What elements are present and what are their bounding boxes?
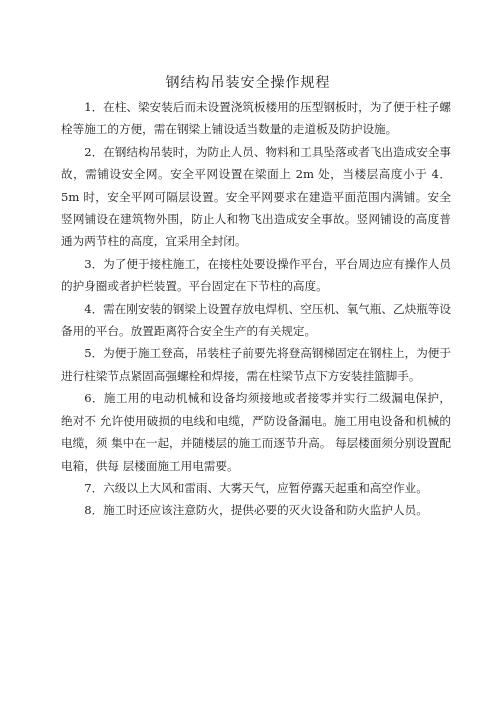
paragraph-8: 8．施工时还应该注意防火，提供必要的灭火设备和防火监护人员。 [84, 503, 428, 518]
document-title: 钢结构吊装安全操作规程 [165, 75, 331, 91]
paragraph-7: 7．六级以上大风和雷雨、大雾天气，应暂停露天起重和高空作业。 [84, 480, 428, 495]
paragraph-4: 4．需在刚安装的钢梁上设置存放电焊机、空压机、氧气瓶、乙炔瓶等设备用的平台。放置距离符合安全生产的有关规定。 [61, 301, 451, 339]
document-body [61, 96, 451, 522]
paragraph-6: 6．施工用的电动机械和设备均须接地或者接零并实行二级漏电保护， 绝对不 允许使用破损的电线和电缆，严防设备漏电。施工用电设备和机械的电缆，须 集中在一起，并随楼层的施工而逐节升高。 每层楼面须分别设置配电箱，供每 层楼面施工用电需要。 [61, 391, 451, 473]
paragraph-1: 1．在柱、梁安装后而未设置浇筑板楼用的压型钢板时，为了便于柱子螺栓等施工的方便，需在钢梁上铺设适当数量的走道板及防护设施。 [61, 100, 451, 137]
paragraph-5: 5．为便于施工登高，吊装柱子前要先将登高钢梯固定在钢柱上，为便于进行柱梁节点紧固高强螺栓和焊接，需在柱梁节点下方安装挂篮脚手。 [61, 346, 451, 383]
paragraph-2: 2．在钢结构吊装时，为防止人员、物料和工具坠落或者飞出造成安全事故，需铺设安全网。安全平网设置在梁面上 2m 处，当楼层高度小于 4．5m 时，安全平网可隔层设置。安全平网要求在建造平面范围内满铺。安全竖网铺设在建筑物外围，防止人和物飞出造成安全事故。竖网铺设的高度普通为两节柱的高度，宜采用全封闭。 [61, 144, 451, 249]
paragraph-3: 3．为了便于接柱施工，在接柱处要设操作平台，平台周边应有操作人员的护身圈或者护栏装置。平台固定在下节柱的高度。 [61, 256, 451, 294]
